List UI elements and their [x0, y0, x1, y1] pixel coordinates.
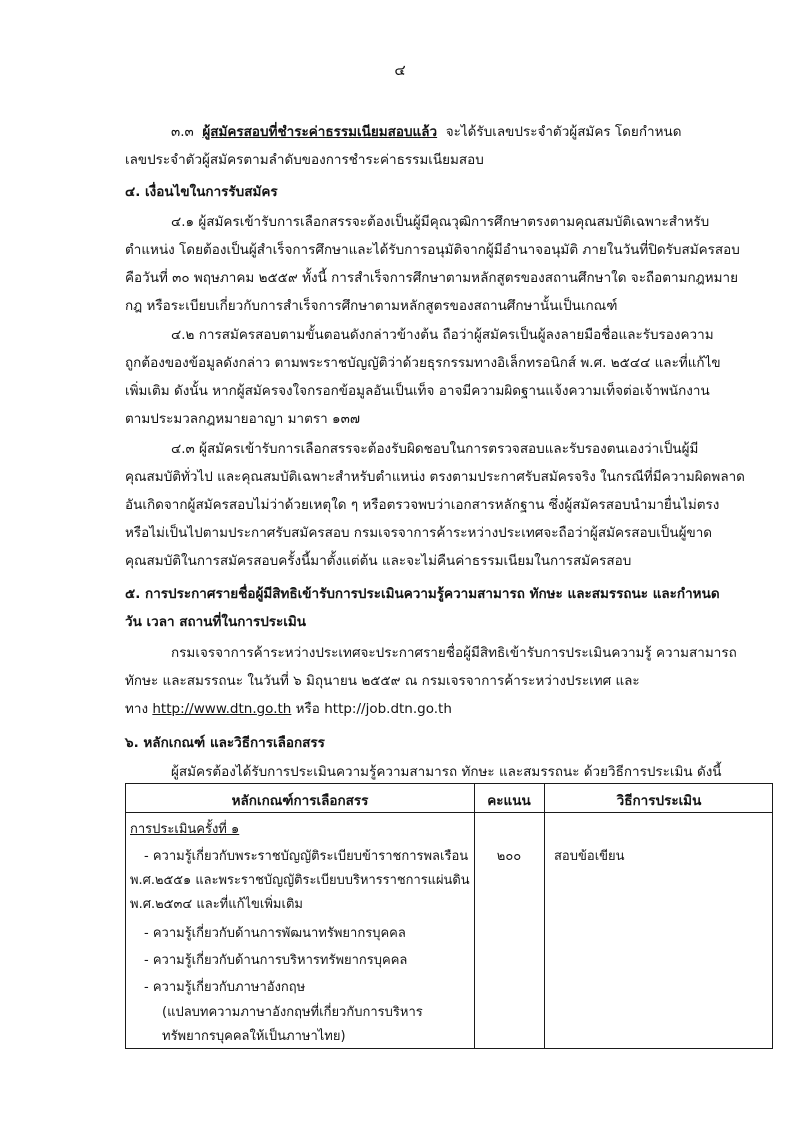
round-label: การประเมินครั้งที่ ๑ — [130, 822, 240, 837]
section-6-heading: ๖. หลักเกณฑ์ และวิธีการเลือกสรร — [125, 735, 325, 751]
section-4-3-line: คุณสมบัติทั่วไป และคุณสมบัติเฉพาะสำหรับตำแหน่ง ตรงตามประกาศรับสมัครจริง ในกรณีที่มีความผิดพลาด — [125, 469, 745, 485]
criteria-line: พ.ศ.๒๕๕๑ และพระราชบัญญัติระเบียบบริหารราชการแผ่นดิน — [130, 873, 470, 888]
criteria-line: (แปลบทความภาษาอังกฤษที่เกี่ยวกับการบริหาร — [162, 1005, 423, 1020]
table-column-divider — [474, 784, 475, 1048]
section-4-3-line: คุณสมบัติในการสมัครสอบครั้งนี้มาตั้งแต่ต้น และจะไม่คืนค่าธรรมเนียมในการสมัครสอบ — [125, 553, 632, 569]
section-6-intro: ผู้สมัครต้องได้รับการประเมินความรู้ความสามารถ ทักษะ และสมรรถนะ ด้วยวิธีการประเมิน ดังนี้ — [171, 764, 722, 780]
section-5-line-2: ทักษะ และสมรรถนะ ในวันที่ ๖ มิถุนายน ๒๕๕๙ ณ กรมเจรจาการค้าระหว่างประเทศ และ — [125, 673, 640, 689]
section-3-3-text: จะได้รับเลขประจำตัวผู้สมัคร โดยกำหนด — [445, 124, 682, 140]
criteria-line: - ความรู้เกี่ยวกับด้านการพัฒนาทรัพยากรบุคคล — [144, 926, 406, 941]
section-3-3-bold-text: ผู้สมัครสอบที่ชำระค่าธรรมเนียมสอบแล้ว — [202, 124, 438, 140]
job-website-link[interactable]: http://job.dtn.go.th — [324, 701, 452, 717]
section-5-prefix: ทาง — [125, 701, 149, 717]
section-3-3-line-2: เลขประจำตัวผู้สมัครตามลำดับของการชำระค่าธรรมเนียมสอบ — [125, 152, 484, 168]
section-4-1-line: กฎ หรือระเบียบเกี่ยวกับการสำเร็จการศึกษาตามหลักสูตรของสถานศึกษานั้นเป็นเกณฑ์ — [125, 298, 618, 314]
section-5-line-3 — [125, 697, 452, 719]
section-4-2-line: ถูกต้องของข้อมูลดังกล่าว ตามพระราชบัญญัติว่าด้วยธุรกรรมทางอิเล็กทรอนิกส์ พ.ศ. ๒๕๔๔ และที่แก้ไข — [125, 355, 721, 371]
section-5-line-1: กรมเจรจาการค้าระหว่างประเทศจะประกาศรายชื่อผู้มีสิทธิเข้ารับการประเมินความรู้ ความสามารถ — [171, 645, 737, 661]
section-5-or: หรือ — [295, 701, 320, 717]
section-5-heading-line-1: ๕. การประกาศรายชื่อผู้มีสิทธิเข้ารับการประเมินความรู้ความสามารถ ทักษะ และสมรรถนะ และกำหนด — [125, 586, 720, 602]
criteria-line: - ความรู้เกี่ยวกับด้านการบริหารทรัพยากรบุคคล — [144, 953, 408, 968]
section-3-3-line-1 — [171, 120, 681, 142]
criteria-line: ทรัพยากรบุคคลให้เป็นภาษาไทย) — [162, 1029, 346, 1044]
section-3-3-number: ๓.๓ — [171, 124, 194, 140]
page-number: ๔ — [394, 61, 406, 79]
table-header-criteria: หลักเกณฑ์การเลือกสรร — [231, 793, 369, 809]
section-4-heading: ๔. เงื่อนไขในการรับสมัคร — [125, 184, 278, 200]
selection-criteria-table — [125, 783, 773, 1049]
section-4-2-line: ตามประมวลกฎหมายอาญา มาตรา ๑๓๗ — [125, 411, 360, 427]
score-value: ๒๐๐ — [496, 849, 522, 864]
section-4-2-line: เพิ่มเติม ดังนั้น หากผู้สมัครจงใจกรอกข้อมูลอันเป็นเท็จ อาจมีความผิดฐานแจ้งความเท็จต่อเจ้าพนักงาน — [125, 383, 710, 399]
section-4-3-line: อันเกิดจากผู้สมัครสอบไม่ว่าด้วยเหตุใด ๆ หรือตรวจพบว่าเอกสารหลักฐาน ซึ่งผู้สมัครสอบนำมายื่นไม่ตรง — [125, 497, 720, 513]
section-4-3-line: หรือไม่เป็นไปตามประกาศรับสมัครสอบ กรมเจรจาการค้าระหว่างประเทศจะถือว่าผู้สมัครสอบเป็นผู้ขาด — [125, 525, 713, 541]
table-header-score: คะแนน — [487, 793, 531, 809]
criteria-line: พ.ศ.๒๕๓๔ และที่แก้ไขเพิ่มเติม — [130, 897, 303, 912]
table-column-divider — [544, 784, 545, 1048]
table-header-method: วิธีการประเมิน — [616, 793, 702, 809]
section-4-1-line: ๔.๑ ผู้สมัครเข้ารับการเลือกสรรจะต้องเป็นผู้มีคุณวุฒิการศึกษาตรงตามคุณสมบัติเฉพาะสำหรับ — [171, 214, 710, 230]
criteria-line: - ความรู้เกี่ยวกับภาษาอังกฤษ — [144, 980, 306, 995]
method-value: สอบข้อเขียน — [554, 849, 625, 864]
section-5-heading-line-2: วัน เวลา สถานที่ในการประเมิน — [125, 614, 307, 630]
section-4-3-line: ๔.๓ ผู้สมัครเข้ารับการเลือกสรรจะต้องรับผิดชอบในการตรวจสอบและรับรองตนเองว่าเป็นผู้มี — [171, 441, 699, 457]
table-header-divider — [126, 812, 772, 813]
section-4-1-line: คือวันที่ ๓๐ พฤษภาคม ๒๕๕๙ ทั้งนี้ การสำเร็จการศึกษาตามหลักสูตรของสถานศึกษาใด จะถือตามกฎหมาย — [125, 270, 739, 286]
dtn-website-link[interactable]: http://www.dtn.go.th — [152, 701, 292, 717]
criteria-line: - ความรู้เกี่ยวกับพระราชบัญญัติระเบียบข้าราชการพลเรือน — [144, 849, 469, 864]
section-4-2-line: ๔.๒ การสมัครสอบตามขั้นตอนดังกล่าวข้างต้น ถือว่าผู้สมัครเป็นผู้ลงลายมือชื่อและรับรองความ — [171, 327, 714, 343]
section-4-1-line: ตำแหน่ง โดยต้องเป็นผู้สำเร็จการศึกษาและได้รับการอนุมัติจากผู้มีอำนาจอนุมัติ ภายในวันที่ปิดรับสมัครสอบ — [125, 242, 740, 258]
